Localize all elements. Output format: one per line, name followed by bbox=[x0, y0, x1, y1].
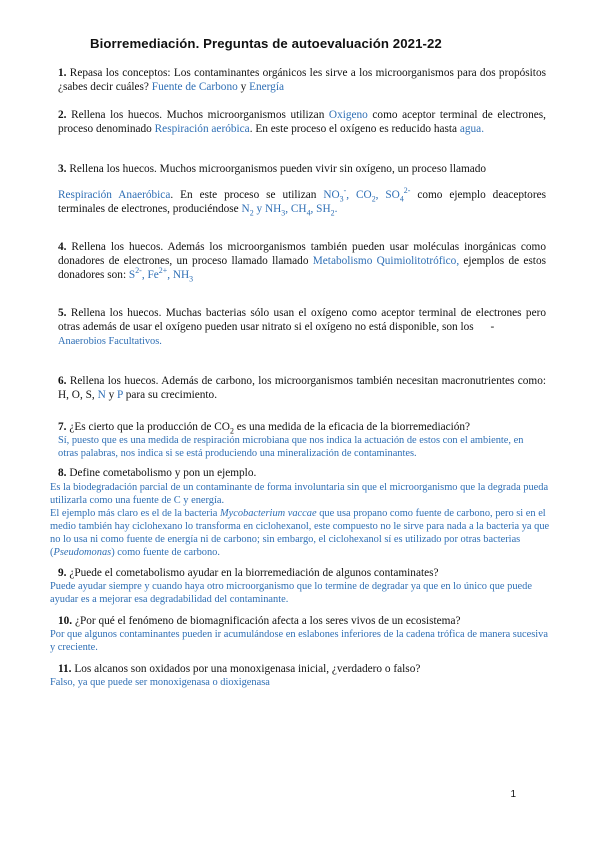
answer-text: $NO_3^-$, $CO_2$, $SO_4^{2-}$ bbox=[323, 186, 411, 204]
question-number: 5. bbox=[58, 307, 67, 319]
answer-8-definition: Es la biodegradación parcial de un contaminante de forma involuntaria sin que el microorganismo que la degrada pueda utilizarla como una fuente de C y energía. bbox=[50, 482, 549, 507]
answer-text: Respiración aeróbica bbox=[154, 123, 250, 136]
question-3 bbox=[58, 162, 546, 176]
answer-7: Sí, puesto que es una medida de respiración microbiana que nos indica la actuación de estos con el ambiente, en otras palabras, nos indica si se está produciendo una mineralización de contaminantes. bbox=[58, 435, 524, 460]
question-2 bbox=[58, 108, 546, 136]
question-text: Define cometabolismo y pon un ejemplo. bbox=[69, 467, 257, 479]
question-number: 10. bbox=[58, 615, 73, 627]
blank-dash: - bbox=[490, 321, 495, 334]
question-text: Rellena los huecos. Además de carbono, los microorganismos también necesitan macronutrientes como: H, O, S, bbox=[58, 375, 547, 402]
question-number: 2. bbox=[58, 109, 67, 121]
question-text: . En este proceso el oxígeno es reducido hasta bbox=[249, 123, 458, 136]
question-number: 4. bbox=[58, 241, 67, 253]
question-number: 11. bbox=[58, 663, 72, 675]
question-text: Los alcanos son oxidados por una monoxigenasa inicial, ¿verdadero o falso? bbox=[74, 663, 421, 675]
answer-9: Puede ayudar siempre y cuando haya otro microorganismo que lo termine de degradar ya que en lo único que puede ayudar es a mejorar esa degradabilidad del contaminante. bbox=[50, 581, 532, 606]
question-text: ¿Puede el cometabolismo ayudar en la biorremediación de algunos contaminates? bbox=[69, 567, 439, 579]
answer-text: Respiración Anaeróbica bbox=[58, 189, 171, 201]
answer-10: Por que algunos contaminantes pueden ir acumulándose en eslabones inferiores de la cadena trófica de manera sucesiva y creciente. bbox=[50, 629, 548, 654]
question-number: 3. bbox=[58, 163, 67, 175]
answer-text: N bbox=[97, 389, 106, 402]
question-text: Rellena los huecos. Muchos microorganismos utilizan bbox=[71, 109, 325, 121]
question-text: Rellena los huecos. Muchos microorganismos pueden vivir sin oxígeno, un proceso llamado bbox=[69, 163, 487, 175]
question-7 bbox=[58, 420, 546, 434]
page-number: 1 bbox=[510, 789, 516, 800]
question-10 bbox=[58, 614, 546, 628]
question-9 bbox=[58, 566, 546, 580]
question-1 bbox=[58, 66, 546, 94]
question-text: Rellena los huecos. Muchas bacterias sólo usan el oxígeno como aceptor terminal de electrones pero otras además de usar el oxígeno pueden usar nitrato si el oxígeno no está disponible, son los bbox=[58, 307, 546, 334]
answer-text: Metabolismo Quimiolitotrófico, bbox=[312, 255, 460, 268]
question-text: ¿Es cierto que la producción de $CO_2$ es una medida de la eficacia de la biorremediación? bbox=[69, 421, 471, 436]
answer-text: P bbox=[117, 389, 123, 402]
answer-text: Oxigeno bbox=[328, 109, 368, 121]
question-number: 6. bbox=[58, 375, 67, 387]
question-text: Rellena los huecos. Además los microorganismos también pueden usar moléculas inorgánicas como donadores de electrones, un proceso llamado llamado bbox=[58, 241, 546, 268]
question-11 bbox=[58, 662, 546, 676]
question-8 bbox=[58, 466, 546, 480]
answer-text: $S^{2-}$, $Fe^{2+}$, $NH_3$ bbox=[128, 266, 194, 284]
question-6 bbox=[58, 374, 546, 402]
answer-text: agua. bbox=[459, 123, 485, 136]
answer-8-example: El ejemplo más claro es el de la bacteria Mycobacterium vaccae que usa propano como fuente de carbono, pero si en el medio también hay ciclohexano lo transforma en ciclohexanol, este compuesto no le sirve para nada a la bacteria ya que no lo usa ni como fuente de energía ni de carbono; sin embargo, el ciclohexanol sí es utilizado por otras bacterias (Pseudomonas) como fuente de carbono. bbox=[50, 508, 550, 559]
answer-text: $N_2$ y $NH_3$, $CH_4$, $SH_2$. bbox=[241, 203, 338, 218]
question-3-continuation bbox=[58, 188, 546, 216]
question-text: ¿Por qué el fenómeno de biomagnificación afecta a los seres vivos de un ecosistema? bbox=[74, 615, 461, 627]
question-text: y bbox=[108, 389, 115, 402]
question-number: 8. bbox=[58, 467, 67, 479]
answer-text: Fuente de Carbono bbox=[151, 81, 238, 94]
question-number: 7. bbox=[58, 421, 67, 433]
question-number: 1. bbox=[58, 67, 67, 79]
answer-text: Energía bbox=[249, 81, 284, 94]
question-text: Repasa los conceptos: Los contaminantes orgánicos les sirve a los microorganismos para dos propósitos ¿sabes decir cuáles? bbox=[58, 67, 546, 94]
question-5 bbox=[58, 306, 546, 350]
question-text: y bbox=[240, 81, 247, 94]
question-4 bbox=[58, 240, 546, 283]
answer-text: Anaerobios Facultativos. bbox=[58, 336, 162, 348]
page-title: Biorremediación. Preguntas de autoevaluación 2021-22 bbox=[90, 36, 442, 51]
answer-11: Falso, ya que puede ser monoxigenasa o dioxigenasa bbox=[50, 677, 270, 688]
question-text: para su crecimiento. bbox=[125, 389, 218, 402]
question-text: como aceptor terminal de electrones, proceso denominado bbox=[58, 109, 546, 136]
question-text: como ejemplo deaceptores terminales de electrones, produciéndose bbox=[58, 189, 546, 216]
question-text: . En este proceso se utilizan bbox=[170, 189, 317, 201]
question-number: 9. bbox=[58, 567, 67, 579]
question-text: ejemplos de estos donadores son: bbox=[58, 255, 546, 282]
